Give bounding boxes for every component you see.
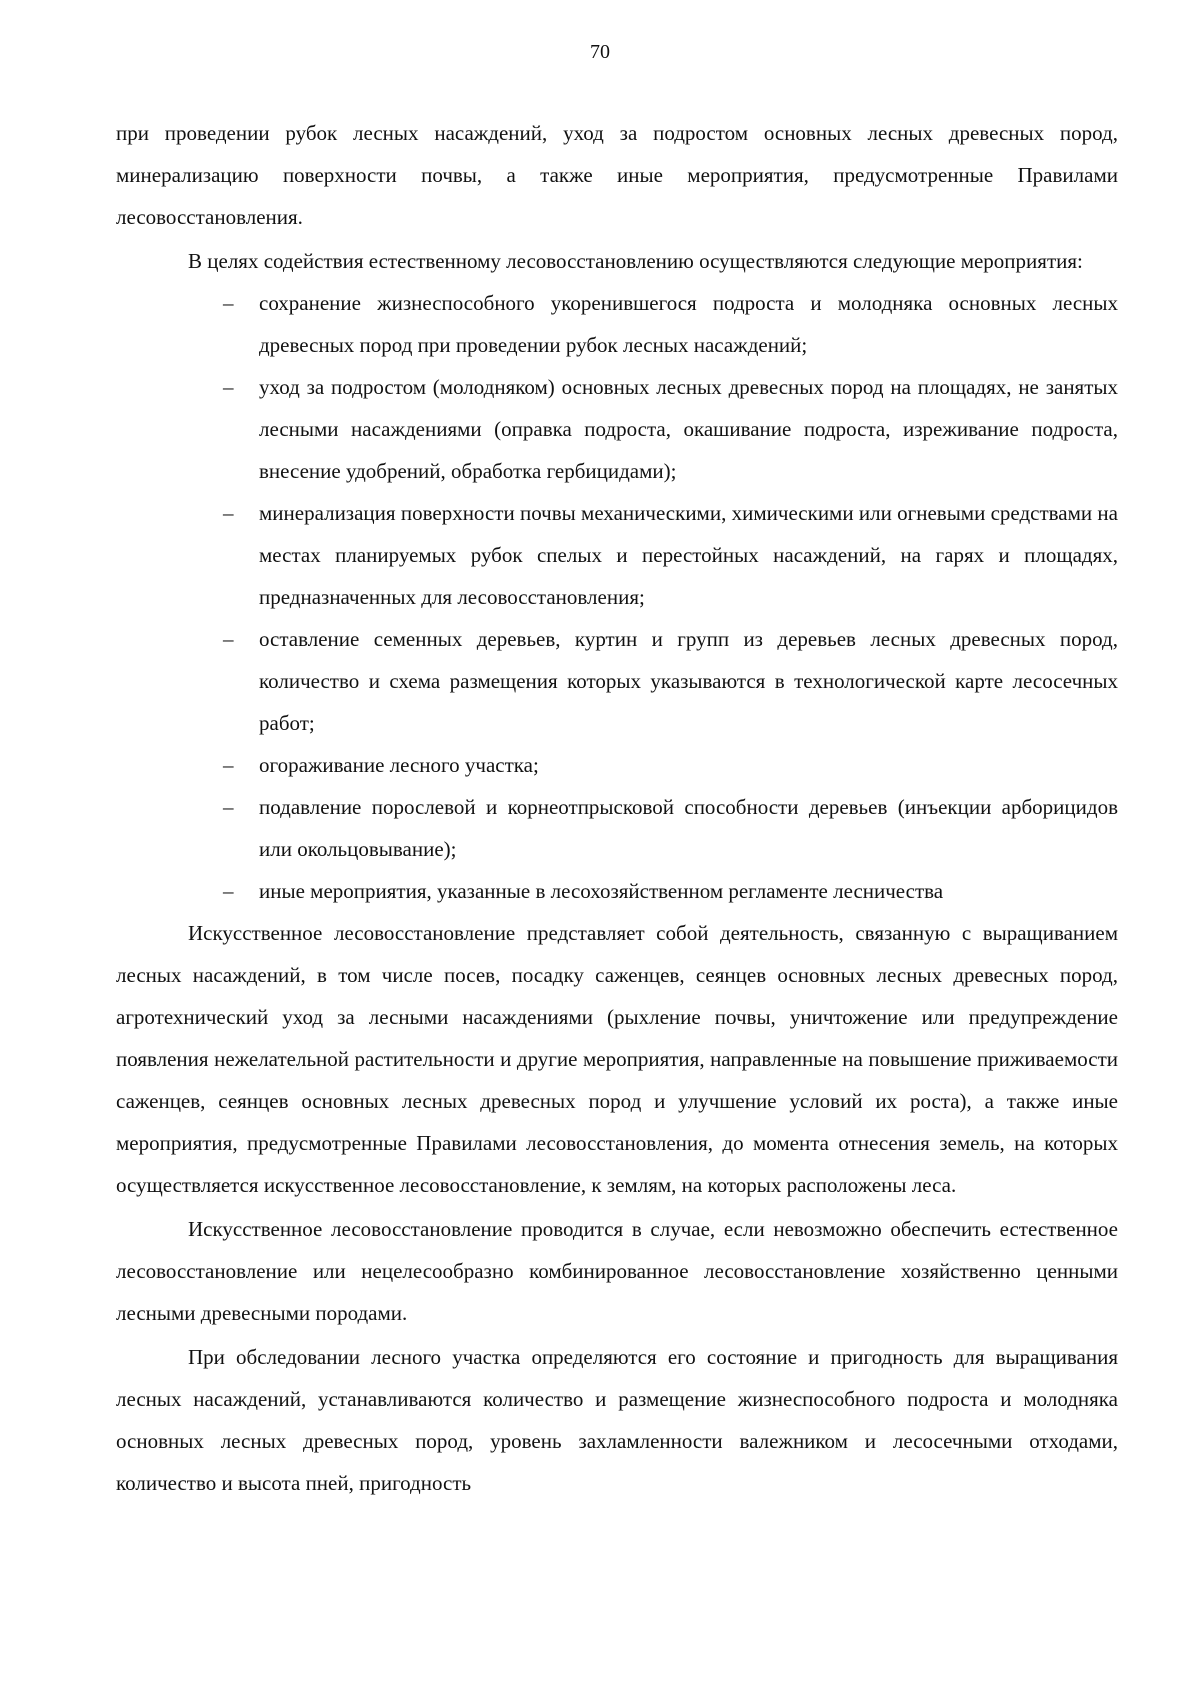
list-item: [223, 492, 1118, 618]
list-dash-marker: –: [223, 879, 234, 903]
list-item-text: подавление порослевой и корнеотпрысковой способности деревьев (инъекции арборицидов или окольцовывание);: [259, 795, 1118, 861]
list-item: [223, 870, 1118, 912]
list-dash-marker: –: [223, 501, 234, 525]
paragraph-natural-regeneration-intro: В целях содействия естественному лесовосстановлению осуществляются следующие мероприятия:: [188, 249, 1083, 273]
list-dash-marker: –: [223, 627, 234, 651]
paragraph-artificial-regeneration-conditions: Искусственное лесовосстановление проводится в случае, если невозможно обеспечить естественное лесовосстановление или нецелесообразно комбинированное лесовосстановление хозяйственно ценными лесными древесными породами.: [116, 1217, 1118, 1325]
list-dash-marker: –: [223, 795, 234, 819]
list-dash-marker: –: [223, 375, 234, 399]
list-dash-marker: –: [223, 753, 234, 777]
list-item: [223, 366, 1118, 492]
paragraph-artificial-regeneration-definition: Искусственное лесовосстановление представляет собой деятельность, связанную с выращиванием лесных насаждений, в том числе посев, посадку саженцев, сеянцев основных лесных древесных пород, агротехнический уход за лесными насаждениями (рыхление почвы, уничтожение или предупреждение появления нежелательной растительности и другие мероприятия, направленные на повышение приживаемости саженцев, сеянцев основных лесных древесных пород и улучшение условий их роста), а также иные мероприятия, предусмотренные Правилами лесовосстановления, до момента отнесения земель, на которых осуществляется искусственное лесовосстановление, к землям, на которых расположены леса.: [116, 921, 1118, 1197]
list-item-text: огораживание лесного участка;: [259, 753, 539, 777]
document-body: [116, 112, 1118, 1504]
page-number: 70: [590, 41, 610, 63]
list-item-text: сохранение жизнеспособного укоренившегося подроста и молодняка основных лесных древесных пород при проведении рубок лесных насаждений;: [259, 291, 1118, 357]
paragraph-site-survey: При обследовании лесного участка определяются его состояние и пригодность для выращивания лесных насаждений, устанавливаются количество и размещение жизнеспособного подроста и молодняка основных лесных древесных пород, уровень захламленности валежником и лесосечными отходами, количество и высота пней, пригодность: [116, 1345, 1118, 1495]
list-dash-marker: –: [223, 291, 234, 315]
list-item: [223, 786, 1118, 870]
measures-list: [116, 282, 1118, 912]
list-item-text: оставление семенных деревьев, куртин и групп из деревьев лесных древесных пород, количество и схема размещения которых указываются в технологической карте лесосечных работ;: [259, 627, 1118, 735]
list-item-text: иные мероприятия, указанные в лесохозяйственном регламенте лесничества: [259, 879, 944, 903]
paragraph-continuation: при проведении рубок лесных насаждений, уход за подростом основных лесных древесных пород, минерализацию поверхности почвы, а также иные мероприятия, предусмотренные Правилами лесовосстановления.: [116, 121, 1118, 229]
list-item: [223, 618, 1118, 744]
list-item: [223, 282, 1118, 366]
list-item-text: минерализация поверхности почвы механическими, химическими или огневыми средствами на местах планируемых рубок спелых и перестойных насаждений, на гарях и площадях, предназначенных для лесовосстановления;: [259, 501, 1118, 609]
list-item-text: уход за подростом (молодняком) основных лесных древесных пород на площадях, не занятых лесными насаждениями (оправка подроста, окашивание подроста, изреживание подроста, внесение удобрений, обработка гербицидами);: [259, 375, 1118, 483]
list-item: [223, 744, 1118, 786]
